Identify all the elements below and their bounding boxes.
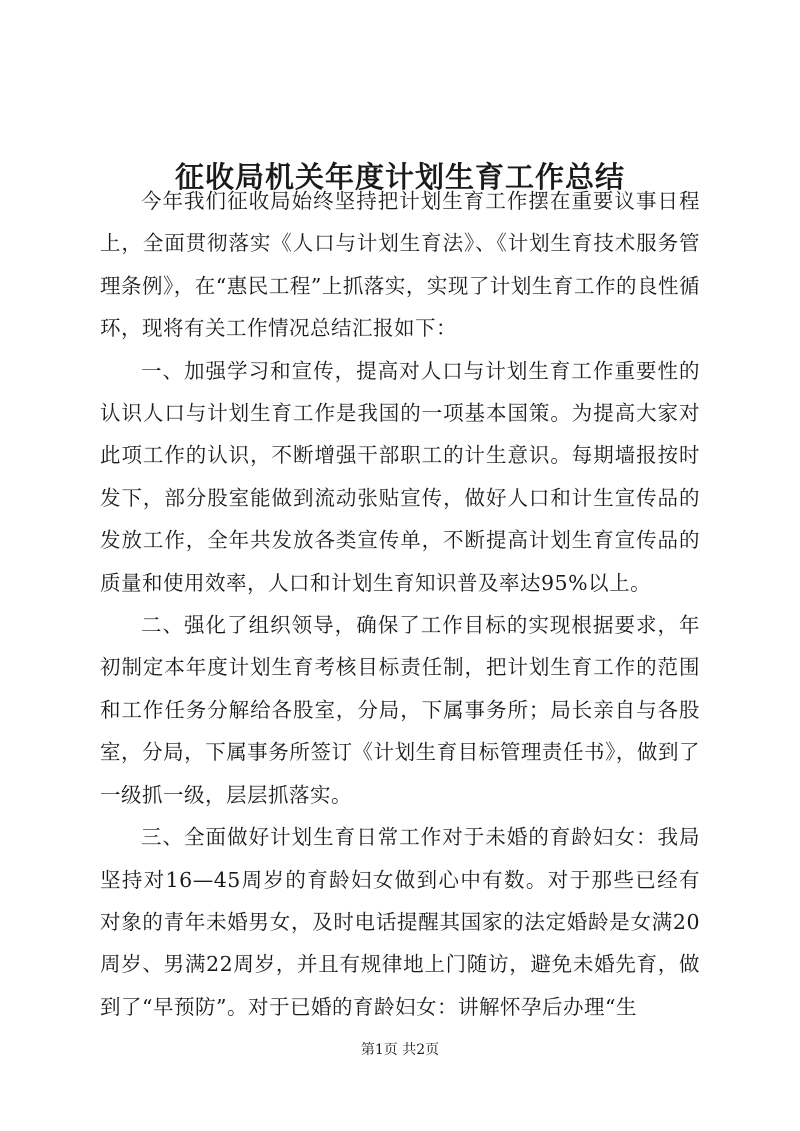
document-title: 征收局机关年度计划生育工作总结 xyxy=(174,160,625,195)
document-body xyxy=(100,180,700,1028)
paragraph-section-1: 一、加强学习和宣传，提高对人口与计划生育工作重要性的认识人口与计划生育工作是我国的一项基本国策。为提高大家对此项工作的认识，不断增强干部职工的计生意识。每期墙报按时发下，部分股室能做到流动张贴宣传，做好人口和计生宣传品的发放工作，全年共发放各类宣传单，不断提高计划生育宣传品的质量和使用效率，人口和计划生育知识普及率达95%以上。 xyxy=(100,358,700,595)
paragraph-section-2: 二、强化了组织领导，确保了工作目标的实现根据要求，年初制定本年度计划生育考核目标责任制，把计划生育工作的范围和工作任务分解给各股室，分局，下属事务所；局长亲自与各股室，分局，下属事务所签订《计划生育目标管理责任书》，做到了一级抓一级，层层抓落实。 xyxy=(100,613,700,807)
paragraph-section-3: 三、全面做好计划生育日常工作对于未婚的育龄妇女：我局坚持对16—45周岁的育龄妇女做到心中有数。对于那些已经有对象的青年未婚男女，及时电话提醒其国家的法定婚龄是女满20周岁、男满22周岁，并且有规律地上门随访，避免未婚先育，做到了“早预防”。对于已婚的育龄妇女：讲解怀孕后办理“生 xyxy=(100,825,700,1019)
page-number-footer: 第1页 共2页 xyxy=(360,1042,440,1058)
paragraph-intro: 今年我们征收局始终坚持把计划生育工作摆在重要议事日程上，全面贯彻落实《人口与计划生育法》、《计划生育技术服务管理条例》，在“惠民工程”上抓落实，实现了计划生育工作的良性循环，现将有关工作情况总结汇报如下： xyxy=(100,189,700,341)
